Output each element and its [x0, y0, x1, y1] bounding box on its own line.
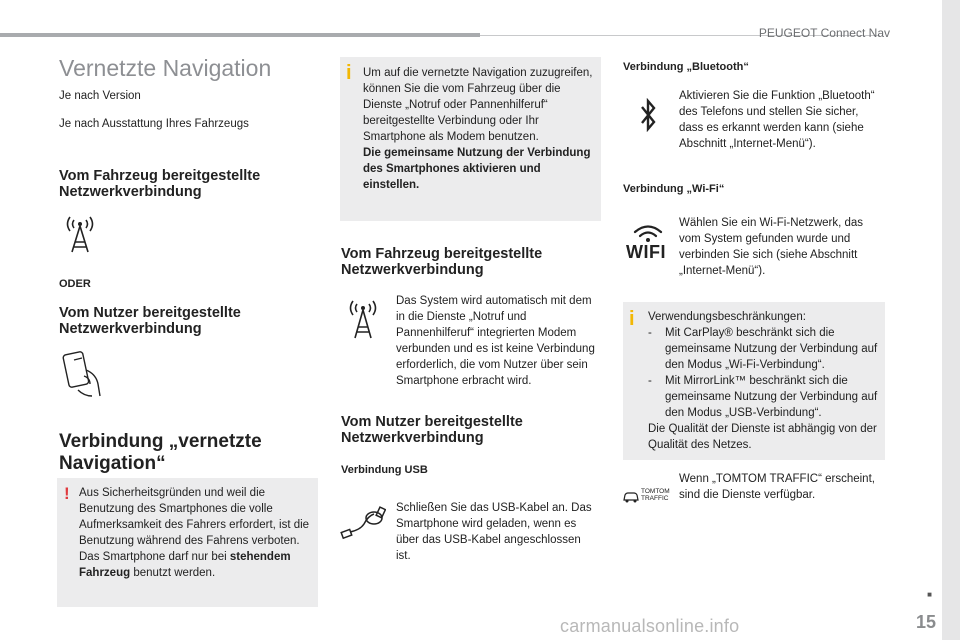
restriction-carplay: - Mit CarPlay® beschränkt sich die gemeinsame Nutzung der Verbindung auf den Modus „Wi-Fi-Verbindung“.: [648, 325, 880, 373]
side-tab: [942, 0, 960, 640]
info-icon-2: i: [629, 308, 635, 330]
tomtom-text: Wenn „TOMTOM TRAFFIC“ erscheint, sind die Dienste verfügbar.: [679, 473, 875, 501]
warning-text-bold: stehendem Fahrzeug: [79, 551, 291, 579]
or-label: ODER: [59, 278, 91, 290]
antenna-icon: [62, 214, 98, 254]
antenna-icon-2: [345, 298, 381, 342]
restrictions-box: [623, 302, 885, 460]
bluetooth-label: Verbindung „Bluetooth“: [623, 61, 749, 73]
warning-text-end: benutzt werden.: [130, 567, 216, 579]
vehicle-connection-text: Das System wird automatisch mit dem in die Dienste „Notruf und Pannenhilferuf“ integrierten Modem verbunden und es ist keine Verbindung erforderlich, die vom Nutzer über sein Smartphone erbracht wird.: [396, 295, 595, 387]
tomtom-icon-line2: TRAFFIC: [641, 495, 669, 502]
warning-icon: !: [64, 484, 70, 503]
heading-vehicle-connection: Vom Fahrzeug bereitgestellte Netzwerkverbindung: [59, 168, 261, 200]
note-version: Je nach Version: [59, 90, 141, 102]
restrictions-intro: Verwendungsbeschränkungen:: [648, 311, 806, 323]
info-text-main: Um auf die vernetzte Navigation zuzugreifen, können Sie die vom Fahrzeug über die Dienste „Notruf oder Pannenhilferuf“ bereitgestellte Verbindung oder Ihr Smartphone als Modem benutzen.: [363, 67, 593, 143]
info-text-bold: Die gemeinsame Nutzung der Verbindung des Smartphones aktivieren und einstellen.: [363, 147, 591, 191]
wifi-label: Verbindung „Wi-Fi“: [623, 183, 725, 195]
bluetooth-text: Aktivieren Sie die Funktion „Bluetooth“ des Telefons und stellen Sie sicher, dass es erkannt werden kann (siehe Abschnitt „Internet-Menü“).: [679, 90, 875, 150]
page-number: 15: [915, 612, 936, 632]
usb-cable-icon: [340, 504, 386, 544]
manual-title: PEUGEOT Connect Nav: [758, 26, 890, 40]
continue-marker: ■: [927, 590, 932, 599]
warning-text-1: Aus Sicherheitsgründen und weil die Benutzung des Smartphones die volle Aufmerksamkeit des Fahrers erfordert, ist die Benutzung während des Fahrens verboten.: [79, 487, 310, 547]
wifi-text: Wählen Sie ein Wi-Fi-Netzwerk, das vom System gefunden wurde und verbinden Sie sich (siehe Abschnitt „Internet-Menü“).: [679, 217, 864, 277]
tomtom-icon-text: [641, 488, 670, 502]
wifi-icon-text: WIFI: [626, 242, 666, 262]
heading-user-connection: Vom Nutzer bereitgestellte Netzwerkverbindung: [59, 305, 241, 337]
warning-text-2: Das Smartphone darf nur bei: [79, 551, 230, 563]
heading-user-connection-2: Vom Nutzer bereitgestellte Netzwerkverbindung: [341, 414, 523, 446]
wifi-waves-icon: [632, 224, 664, 242]
restrictions-outro: Die Qualität der Dienste ist abhängig von der Qualität des Netzes.: [648, 423, 877, 451]
tomtom-icon-line1: TOMTOM: [641, 488, 670, 495]
info-icon: i: [346, 62, 352, 84]
restriction-mirrorlink: - Mit MirrorLink™ beschränkt sich die gemeinsame Nutzung der Verbindung auf den Modus „USB-Verbindung“.: [648, 373, 880, 421]
usb-text: Schließen Sie das USB-Kabel an. Das Smartphone wird geladen, wenn es über das USB-Kabel angeschlossen ist.: [396, 502, 592, 562]
smartphone-hand-icon: [60, 350, 106, 398]
wifi-icon: [626, 224, 670, 264]
heading-connection-navigation: Verbindung „vernetzte Navigation“: [59, 431, 262, 474]
warning-text: [79, 485, 314, 581]
bluetooth-icon: [638, 98, 658, 132]
restrictions-text: [648, 309, 880, 453]
page-title: Vernetzte Navigation: [59, 55, 272, 81]
car-icon: [622, 490, 640, 504]
info-box: [340, 57, 601, 221]
watermark: carmanualsonline.info: [560, 616, 740, 636]
heading-vehicle-connection-2: Vom Fahrzeug bereitgestellte Netzwerkverbindung: [341, 246, 543, 278]
warning-box: [57, 478, 318, 607]
info-text: [363, 65, 595, 193]
note-equipment: Je nach Ausstattung Ihres Fahrzeugs: [59, 118, 249, 130]
header-bar: [0, 33, 480, 37]
tomtom-traffic-icon: [622, 488, 672, 510]
usb-label: Verbindung USB: [341, 464, 428, 476]
